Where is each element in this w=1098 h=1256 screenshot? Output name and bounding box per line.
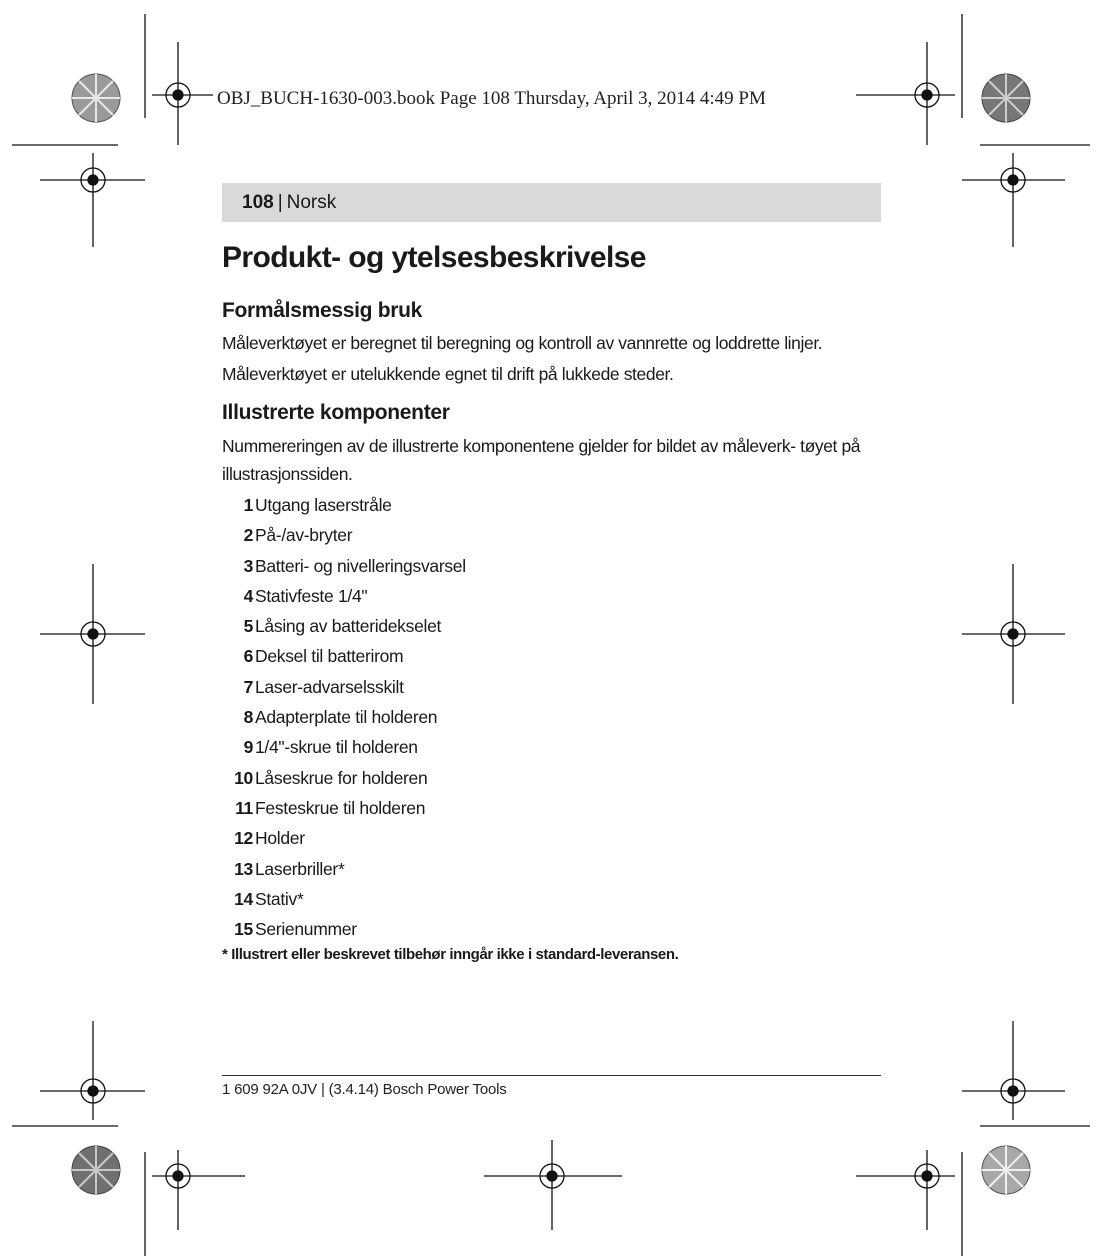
list-item (222, 823, 888, 853)
page-header-bar (222, 183, 881, 222)
item-label: Holder (255, 828, 305, 849)
list-item (222, 854, 888, 884)
item-number: 2 (243, 525, 253, 546)
item-label: Adapterplate til holderen (255, 707, 438, 728)
registration-mark-mid-left (40, 564, 145, 704)
item-label: Deksel til batterirom (255, 646, 404, 667)
item-label: Stativfeste 1/4" (255, 585, 368, 606)
list-item (222, 914, 888, 944)
item-label: Batteri- og nivelleringsvarsel (255, 555, 466, 576)
item-number: 10 (234, 767, 253, 788)
header-language: Norsk (286, 192, 337, 213)
item-label: Serienummer (255, 919, 357, 940)
item-number: 15 (234, 919, 253, 940)
list-item (222, 763, 888, 793)
list-item (222, 490, 888, 520)
item-number: 5 (243, 616, 253, 637)
list-item (222, 551, 888, 581)
page-content (222, 236, 888, 963)
list-item (222, 641, 888, 671)
header-separator: | (277, 192, 283, 213)
item-number: 6 (243, 646, 253, 667)
registration-mark-mid-right (962, 564, 1065, 704)
item-number: 7 (243, 676, 253, 697)
item-label: Låsing av batteridekselet (255, 616, 442, 637)
item-number: 8 (243, 707, 253, 728)
calibration-target-top-right (982, 74, 1030, 122)
registration-mark-upper-right (962, 153, 1065, 247)
page-footer: 1 609 92A 0JV | (3.4.14) Bosch Power Tools (222, 1081, 507, 1098)
item-number: 13 (234, 858, 253, 879)
item-label: 1/4"-skrue til holderen (255, 737, 418, 758)
list-item (222, 520, 888, 550)
item-label: Låseskrue for holderen (255, 767, 428, 788)
item-number: 12 (234, 828, 253, 849)
item-number: 4 (243, 585, 253, 606)
item-number: 14 (234, 888, 253, 909)
item-number: 9 (243, 737, 253, 758)
components-list (222, 490, 888, 944)
list-item (222, 581, 888, 611)
intended-use-paragraph: Måleverktøyet er utelukkende egnet til drift på lukkede steder. (222, 364, 674, 384)
calibration-target-bottom-left (72, 1146, 120, 1194)
components-intro: Nummereringen av de illustrerte komponentene gjelder for bildet av måleverk- tøyet på illustrasjonssiden. (222, 436, 861, 484)
list-item (222, 732, 888, 762)
list-item (222, 793, 888, 823)
item-number: 11 (235, 797, 253, 818)
intended-use-paragraph: Måleverktøyet er beregnet til beregning og kontroll av vannrette og loddrette linjer. (222, 333, 823, 353)
page-number: 108 (242, 192, 274, 213)
list-item (222, 702, 888, 732)
list-item (222, 672, 888, 702)
section-heading-intended-use: Formålsmessig bruk (222, 299, 423, 322)
registration-mark-lower-right (962, 1021, 1065, 1120)
item-number: 3 (243, 555, 253, 576)
section-heading-components: Illustrerte komponenter (222, 401, 450, 424)
footer-rule (222, 1075, 881, 1076)
registration-mark-top-right (856, 42, 955, 145)
registration-mark-upper-left (40, 153, 145, 247)
list-item (222, 611, 888, 641)
item-label: Laser-advarselsskilt (255, 676, 404, 697)
calibration-target-top-left (72, 74, 120, 122)
calibration-target-bottom-right (982, 1146, 1030, 1194)
accessory-footnote: * Illustrert eller beskrevet tilbehør inngår ikke i standard-leveransen. (222, 946, 679, 964)
registration-mark-bottom-right (856, 1150, 955, 1230)
print-slug-line: OBJ_BUCH-1630-003.book Page 108 Thursday, April 3, 2014 4:49 PM (213, 88, 770, 110)
item-label: Stativ* (255, 888, 304, 909)
item-label: Festeskrue til holderen (255, 797, 426, 818)
item-label: På-/av-bryter (255, 525, 353, 546)
item-label: Laserbriller* (255, 858, 345, 879)
item-number: 1 (243, 495, 253, 515)
list-item (222, 884, 888, 914)
registration-mark-bottom-center (484, 1140, 622, 1230)
item-label: Utgang laserstråle (255, 495, 392, 515)
registration-mark-bottom-left (152, 1150, 245, 1230)
registration-mark-lower-left (40, 1021, 145, 1120)
page-title: Produkt- og ytelsesbeskrivelse (222, 241, 646, 274)
